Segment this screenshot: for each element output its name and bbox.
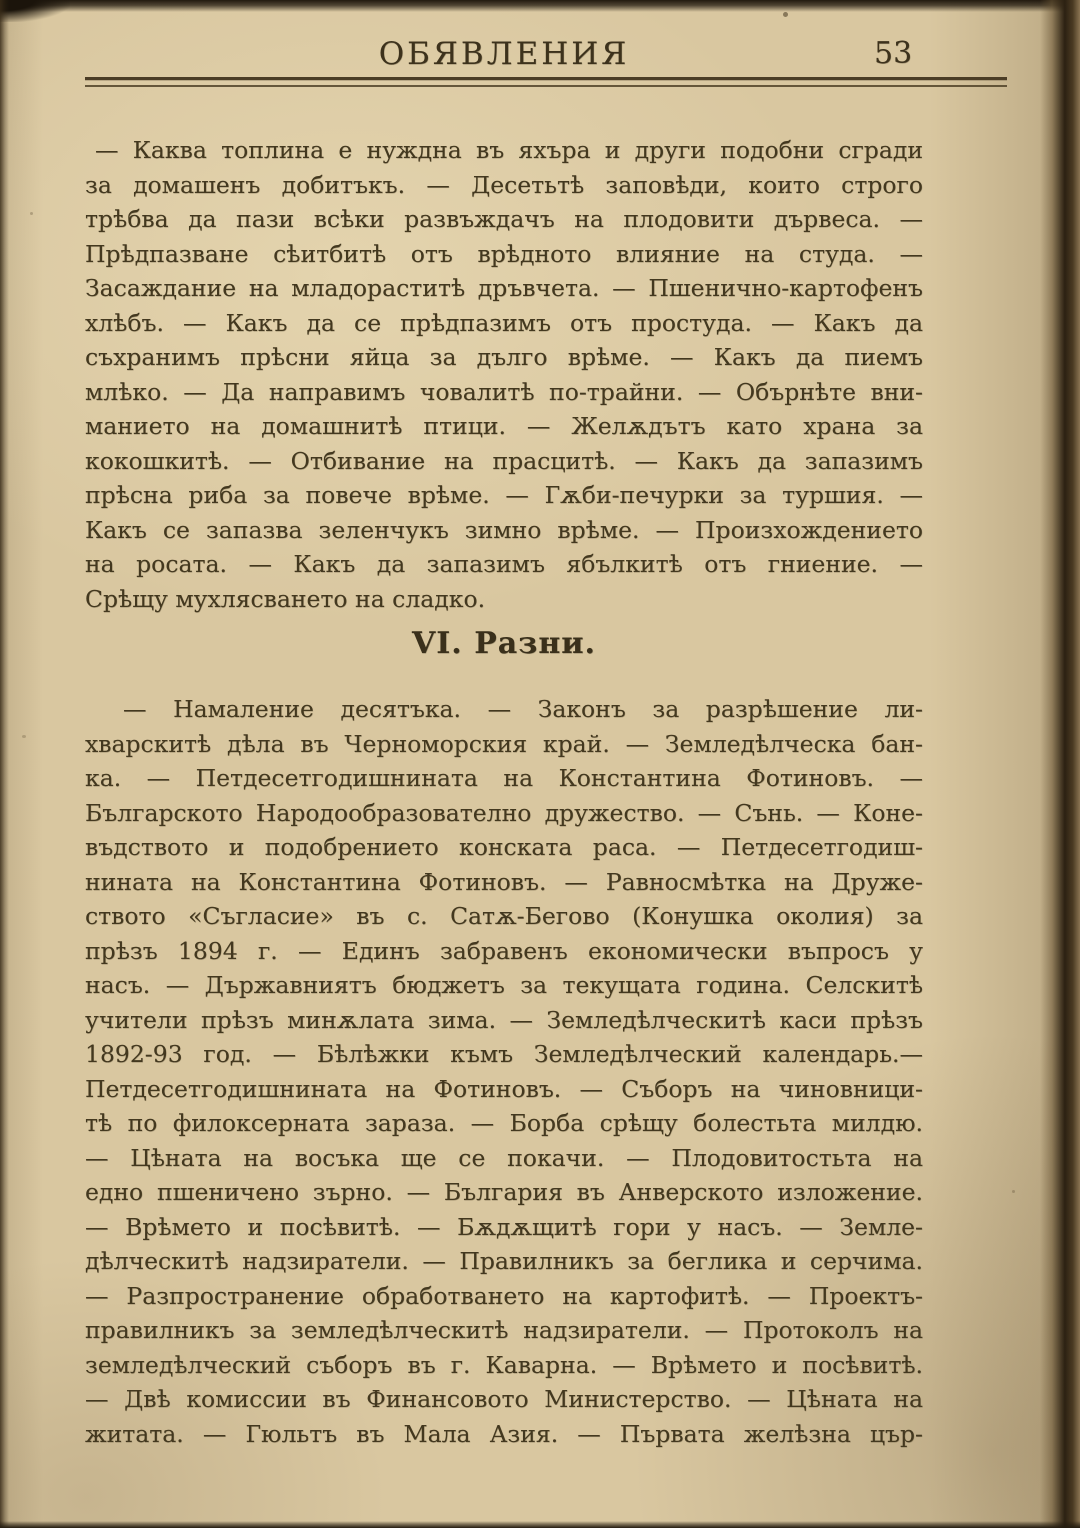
toc-line: Срѣщу мухлясването на сладко. <box>85 584 486 613</box>
toc-line: правилникъ за земледѣлческитѣ надзиратели. — Протоколъ на <box>85 1316 923 1344</box>
toc-line: млѣко. — Да направимъ човалитѣ по-трайни. — Обърнѣте вни- <box>85 377 923 406</box>
toc-line: дѣлческитѣ надзиратели. — Правилникъ за беглика и серчима. <box>85 1247 923 1275</box>
page-number: 53 <box>874 36 913 71</box>
toc-line: 1892-93 год. — Бѣлѣжки къмъ Земледѣлческий календарь.— <box>85 1040 923 1068</box>
toc-line: — Разпространение обработването на картофитѣ. — Проектъ- <box>85 1281 923 1310</box>
toc-paragraph-1 <box>85 133 923 616</box>
toc-line: Засаждание на младораститѣ дръвчета. — Пшенично-картофенъ <box>85 274 923 302</box>
paper-speck <box>1012 1190 1015 1193</box>
toc-line: насъ. — Държавниятъ бюджетъ за текущата година. Селскитѣ <box>85 971 923 999</box>
header-rule-thin <box>85 85 1007 87</box>
toc-line: прѣзъ 1894 г. — Единъ забравенъ економически въпросъ у <box>85 936 923 965</box>
toc-line: Прѣдпазване сѣитбитѣ отъ врѣдното влияние на студа. — <box>85 239 923 268</box>
header-rule-thick <box>85 77 1007 80</box>
toc-paragraph-2 <box>85 692 923 1451</box>
paper-speck <box>22 735 26 738</box>
scan-bottom-edge-shadow <box>0 1521 1080 1528</box>
toc-line: едно пшеничено зърно. — България въ Анверското изложение. <box>85 1178 923 1206</box>
toc-line: хлѣбъ. — Какъ да се прѣдпазимъ отъ простуда. — Какъ да <box>85 308 923 337</box>
toc-line: на росата. — Какъ да запазимъ ябълкитѣ отъ гниение. — <box>85 550 923 578</box>
toc-line: прѣсна риба за повече врѣме. — Гѫби-печурки за туршия. — <box>85 481 923 509</box>
toc-line: земледѣлческий съборъ въ г. Каварна. — Врѣмето и посѣвитѣ. <box>85 1350 923 1379</box>
toc-line: — Намаление десятъка. — Законъ за разрѣшение ли- <box>123 695 923 723</box>
paper-speck <box>783 12 788 17</box>
toc-line: хварскитѣ дѣла въ Черноморския край. — Земледѣлческа бан- <box>85 729 923 758</box>
toc-line: манието на домашнитѣ птици. — Желѫдътъ като храна за <box>85 412 923 440</box>
toc-line: Петдесетгодишнината на Фотиновъ. — Съборъ на чиновници- <box>85 1074 923 1103</box>
toc-line: за домашенъ добитъкъ. — Десетьтѣ заповѣди, които строго <box>85 170 923 199</box>
toc-line: въдството и подобрението конската раса. — Петдесетгодиш- <box>85 833 923 861</box>
toc-line: — Цѣната на восъка ще се покачи. — Плодовитостьта на <box>85 1143 923 1172</box>
toc-line: — Каква топлина е нуждна въ яхъра и други подобни сгради <box>95 136 923 164</box>
scan-right-binding-edge <box>1040 0 1080 1528</box>
section-heading: VI. Разни. <box>412 626 596 661</box>
toc-line: — Двѣ комиссии въ Финансовото Министерство. — Цѣната на <box>85 1385 923 1413</box>
toc-line: кокошкитѣ. — Отбивание на прасцитѣ. — Какъ да запазимъ <box>85 446 923 475</box>
toc-line: трѣбва да пази всѣки развъждачъ на плодовити дървеса. — <box>85 205 923 233</box>
scan-top-left-corner-shadow <box>0 0 70 22</box>
toc-line: ка. — Петдесетгодишнината на Константина Фотиновъ. — <box>85 764 923 792</box>
toc-line: ството «Съгласие» въ с. Сатѫ-Бегово (Конушка околия) за <box>85 902 923 930</box>
toc-line: съхранимъ прѣсни яйца за дълго врѣме. — Какъ да пиемъ <box>85 343 923 371</box>
scan-top-edge-shadow <box>0 0 1080 12</box>
toc-line: житата. — Гюльтъ въ Мала Азия. — Първата желѣзна цър- <box>85 1419 923 1448</box>
toc-line: Какъ се запазва зеленчукъ зимно врѣме. — Произхождението <box>85 515 923 544</box>
paper-speck <box>30 212 33 215</box>
toc-line: нината на Константина Фотиновъ. — Равносмѣтка на Друже- <box>85 867 923 896</box>
running-head-title: ОБЯВЛЕНИЯ <box>378 36 630 72</box>
toc-line: тѣ по филоксерната зараза. — Борба срѣщу болестьта милдю. <box>85 1109 923 1137</box>
toc-line: Българското Народообразователно дружество. — Сънь. — Коне- <box>85 798 923 827</box>
toc-line: — Врѣмето и посѣвитѣ. — Бѫдѫщитѣ гори у насъ. — Земле- <box>85 1212 923 1241</box>
toc-line: учители прѣзъ минѫлата зима. — Земледѣлческитѣ каси прѣзъ <box>85 1005 923 1034</box>
scan-left-edge-shadow <box>0 0 9 1528</box>
